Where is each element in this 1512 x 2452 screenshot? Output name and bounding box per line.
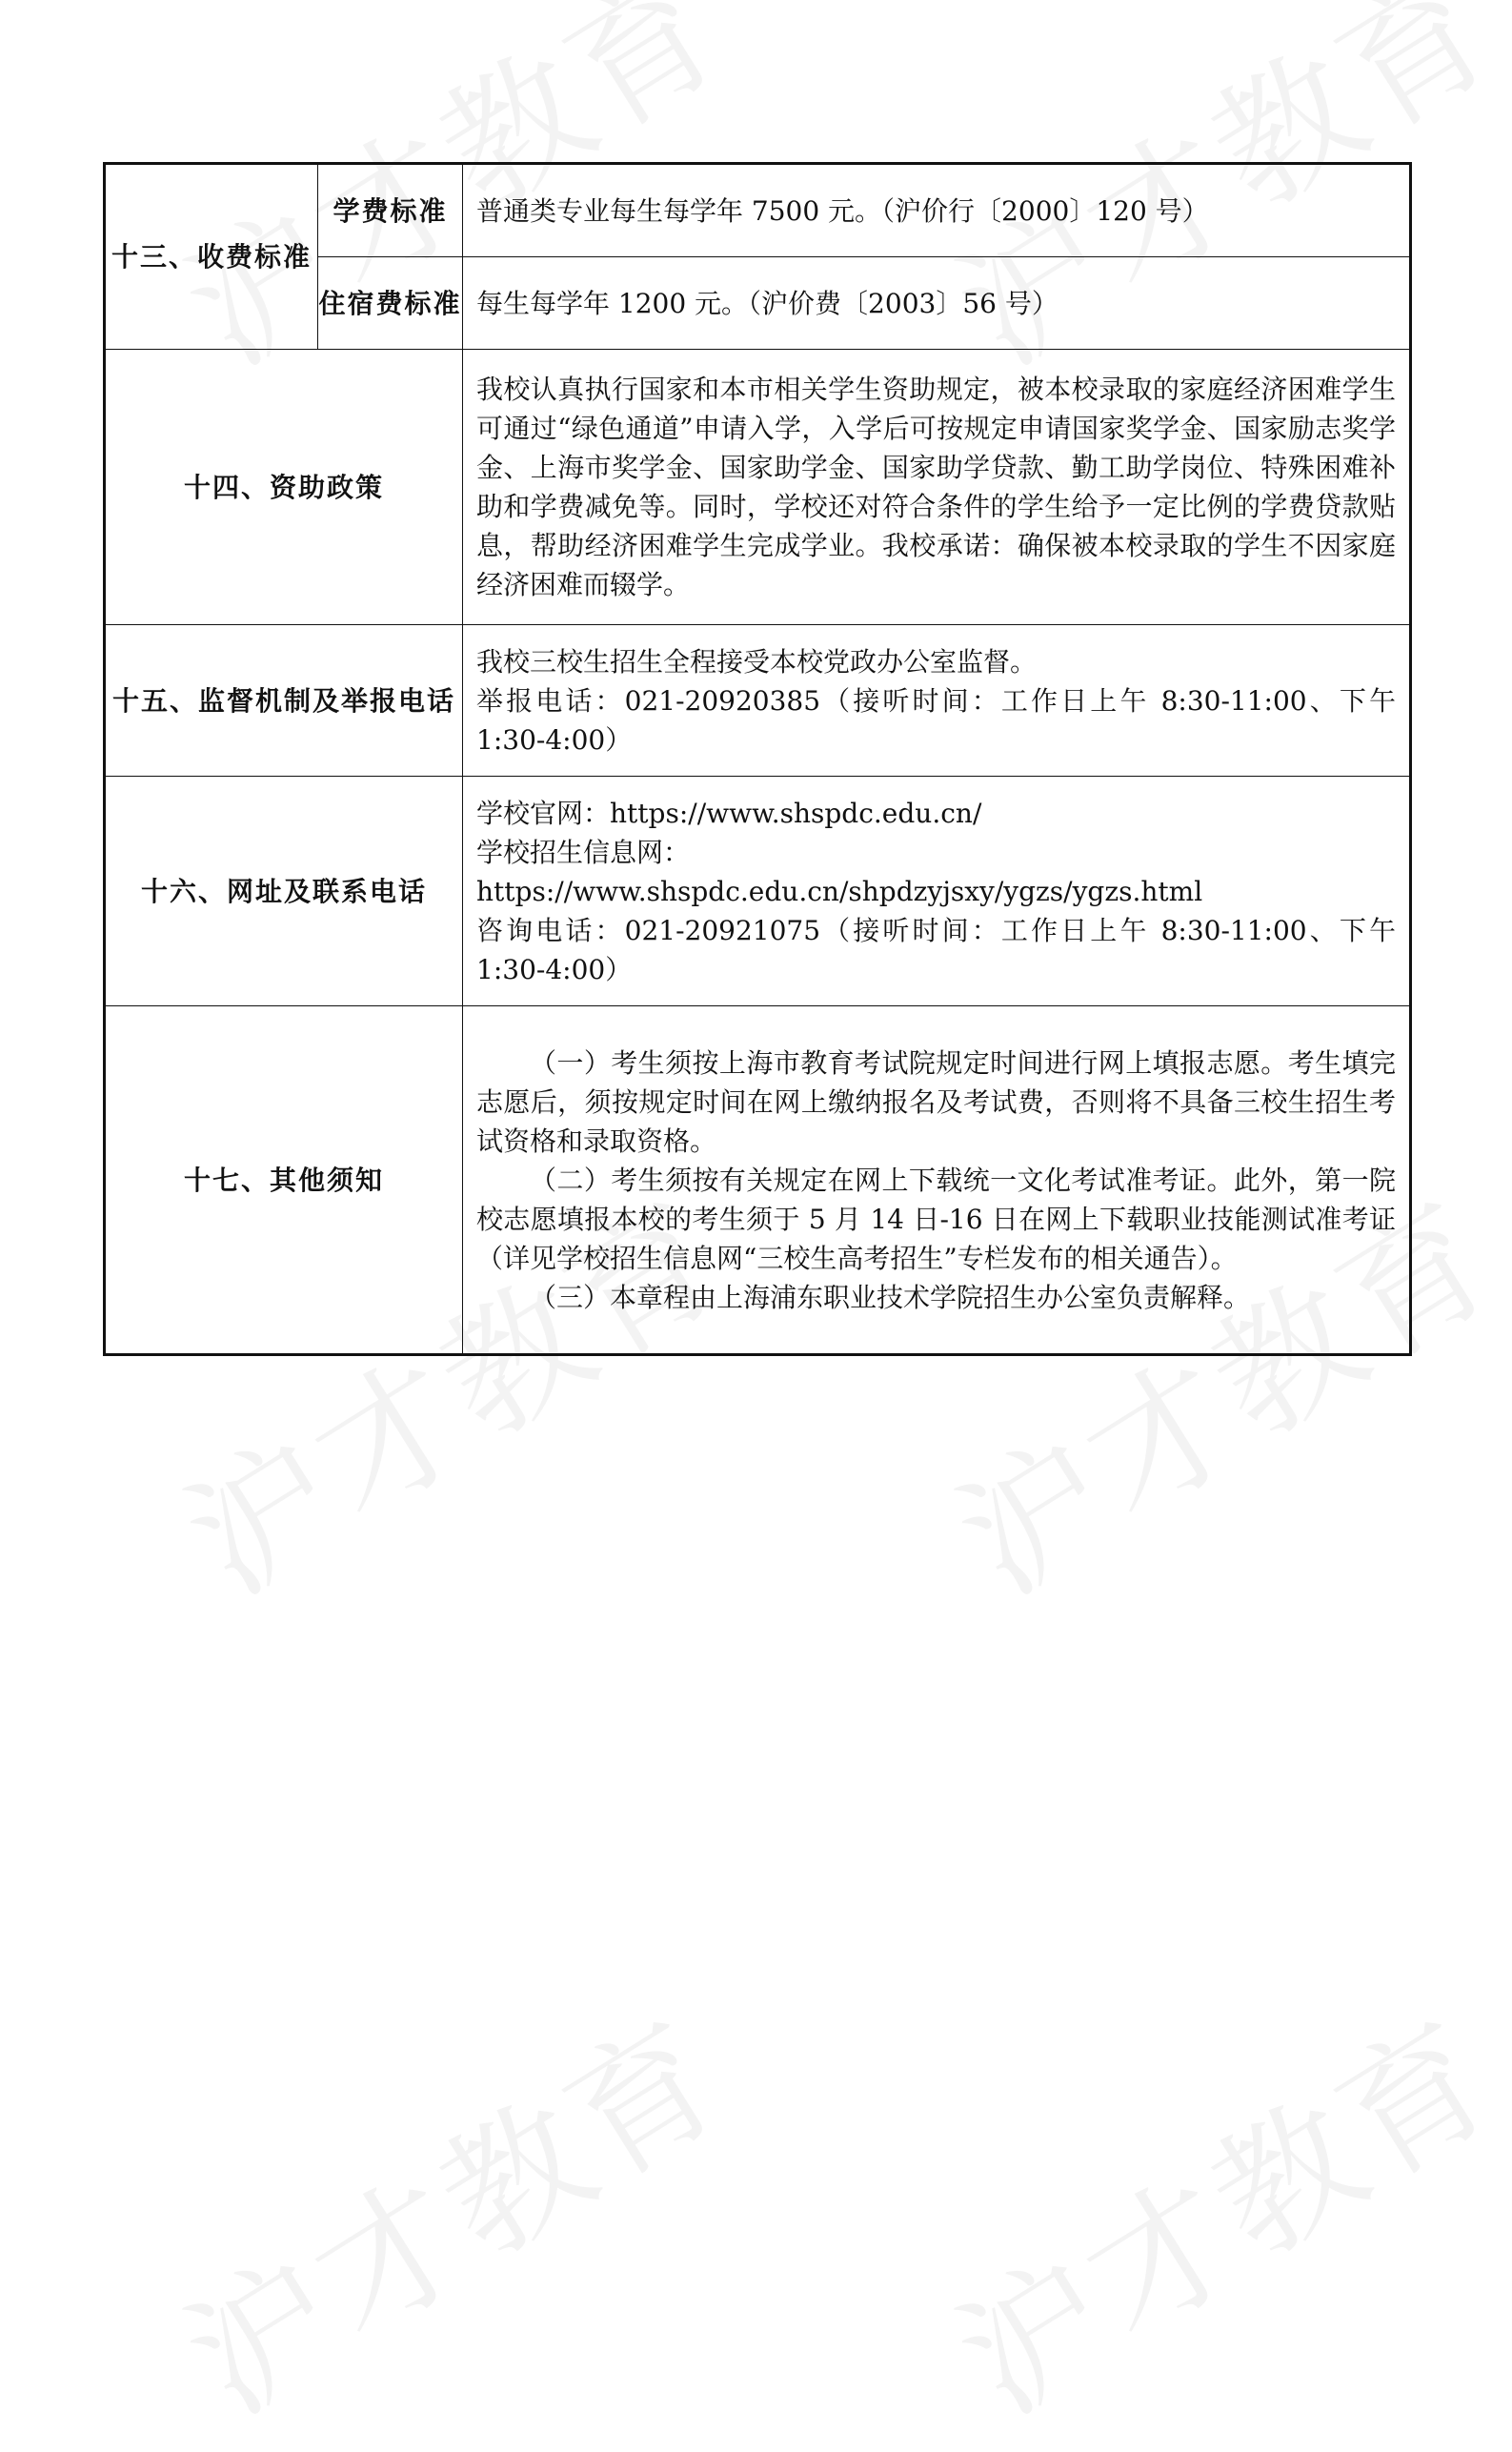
contact-title: 十六、网址及联系电话 <box>105 777 463 1006</box>
contact-row <box>105 777 1411 1006</box>
consult-phone-line: 咨询电话：021-20921075（接听时间：工作日上午 8:30-11:00、下午 1:30-4:00） <box>476 914 1396 985</box>
report-phone-line: 举报电话：021-20920385（接听时间：工作日上午 8:30-11:00、下午 1:30-4:00） <box>476 684 1396 756</box>
admission-site-url: https://www.shspdc.edu.cn/shpdzyjsxy/ygzs/ygzs.html <box>476 875 1203 907</box>
note-item-2: （二）考生须按有关规定在网上下载统一文化考试准考证。此外，第一院校志愿填报本校的考生须于 5 月 14 日-16 日在网上下载职业技能测试准考证（详见学校招生信息网“三校生高考招生”专栏发布的相关通告）。 <box>476 1164 1396 1274</box>
dorm-fee-label: 住宿费标准 <box>318 257 463 350</box>
contact-content <box>463 777 1411 1006</box>
notes-title: 十七、其他须知 <box>105 1006 463 1355</box>
dorm-fee-text: 每生每学年 1200 元。（沪价费〔2003〕56 号） <box>463 257 1411 350</box>
notes-row <box>105 1006 1411 1355</box>
watermark-text <box>143 1962 756 2452</box>
supervision-content <box>463 625 1411 777</box>
admission-rules-table <box>103 162 1412 1356</box>
tuition-label: 学费标准 <box>318 164 463 257</box>
note-item-1: （一）考生须按上海市教育考试院规定时间进行网上填报志愿。考生填完志愿后，须按规定时间在网上缴纳报名及考试费，否则将不具备三校生招生考试资格和录取资格。 <box>476 1046 1396 1157</box>
admission-site-label: 学校招生信息网： <box>476 836 691 868</box>
aid-row <box>105 350 1411 625</box>
aid-content <box>463 350 1411 625</box>
supervision-line: 我校三校生招生全程接受本校党政办公室监督。 <box>476 645 1038 678</box>
fees-title: 十三、收费标准 <box>105 164 318 350</box>
fees-tuition-row <box>105 164 1411 257</box>
notes-content <box>463 1006 1411 1355</box>
school-website-line: 学校官网：https://www.shspdc.edu.cn/ <box>476 797 982 829</box>
supervision-row <box>105 625 1411 777</box>
aid-title: 十四、资助政策 <box>105 350 463 625</box>
watermark-text <box>915 1962 1512 2452</box>
tuition-text: 普通类专业每生每学年 7500 元。（沪价行〔2000〕120 号） <box>463 164 1411 257</box>
note-item-3: （三）本章程由上海浦东职业技术学院招生办公室负责解释。 <box>530 1281 1251 1313</box>
aid-paragraph: 我校认真执行国家和本市相关学生资助规定，被本校录取的家庭经济困难学生可通过“绿色通道”申请入学，入学后可按规定申请国家奖学金、国家励志奖学金、上海市奖学金、国家助学金、国家助学贷款、勤工助学岗位、特殊困难补助和学费减免等。同时，学校还对符合条件的学生给予一定比例的学费贷款贴息，帮助经济困难学生完成学业。我校承诺：确保被本校录取的学生不因家庭经济困难而辍学。 <box>476 374 1396 600</box>
supervision-title: 十五、监督机制及举报电话 <box>105 625 463 777</box>
